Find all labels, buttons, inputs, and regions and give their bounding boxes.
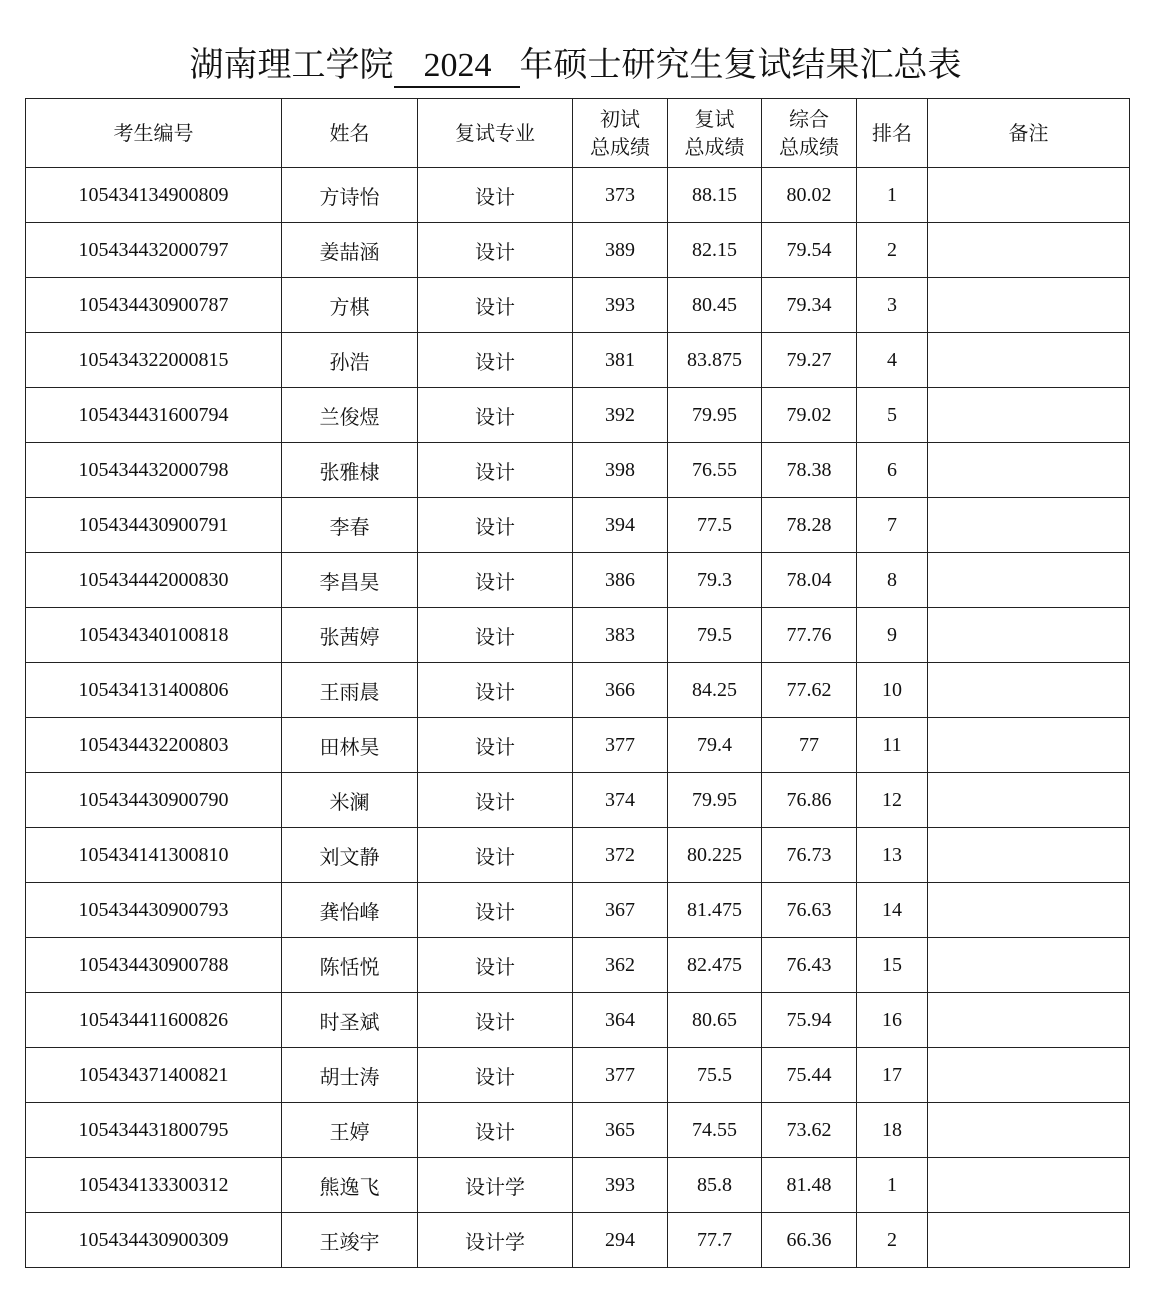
cell-rank: 6 [857,443,928,498]
cell-retest-score: 75.5 [668,1048,762,1103]
cell-retest-score: 82.475 [668,938,762,993]
cell-rank: 14 [857,883,928,938]
cell-rank: 2 [857,1213,928,1268]
cell-exam-id: 105434134900809 [26,168,282,223]
table-row [26,1048,1130,1103]
cell-retest-score: 79.95 [668,388,762,443]
cell-exam-id: 105434432000797 [26,223,282,278]
cell-retest-score: 80.45 [668,278,762,333]
cell-remark [928,333,1130,388]
cell-total-score: 78.04 [762,553,857,608]
cell-remark [928,443,1130,498]
cell-major: 设计 [418,498,573,553]
header-retest-line2: 总成绩 [684,135,745,159]
cell-exam-id: 105434431800795 [26,1103,282,1158]
cell-name: 李昌昊 [282,553,418,608]
cell-exam-id: 105434430900787 [26,278,282,333]
cell-initial-score: 362 [573,938,668,993]
header-initial-line2: 总成绩 [590,135,650,159]
table-row [26,168,1130,223]
cell-remark [928,608,1130,663]
cell-initial-score: 389 [573,223,668,278]
cell-remark [928,278,1130,333]
cell-rank: 9 [857,608,928,663]
cell-initial-score: 377 [573,1048,668,1103]
cell-major: 设计 [418,608,573,663]
cell-name: 田林昊 [282,718,418,773]
cell-major: 设计 [418,773,573,828]
cell-rank: 11 [857,718,928,773]
cell-major: 设计 [418,993,573,1048]
cell-retest-score: 83.875 [668,333,762,388]
cell-initial-score: 398 [573,443,668,498]
cell-remark [928,773,1130,828]
cell-total-score: 73.62 [762,1103,857,1158]
title-prefix: 湖南理工学院 [189,45,394,85]
cell-remark [928,663,1130,718]
cell-initial-score: 393 [573,278,668,333]
cell-retest-score: 84.25 [668,663,762,718]
cell-major: 设计 [418,553,573,608]
cell-initial-score: 366 [573,663,668,718]
cell-name: 胡士涛 [282,1048,418,1103]
cell-remark [928,1158,1130,1213]
header-initial-score [573,99,668,168]
cell-initial-score: 373 [573,168,668,223]
cell-rank: 17 [857,1048,928,1103]
cell-rank: 1 [857,1158,928,1213]
cell-initial-score: 372 [573,828,668,883]
cell-remark [928,553,1130,608]
cell-exam-id: 105434431600794 [26,388,282,443]
cell-rank: 4 [857,333,928,388]
cell-name: 李春 [282,498,418,553]
cell-total-score: 76.73 [762,828,857,883]
cell-name: 龚怡峰 [282,883,418,938]
cell-total-score: 77.76 [762,608,857,663]
cell-exam-id: 105434430900309 [26,1213,282,1268]
cell-exam-id: 105434371400821 [26,1048,282,1103]
table-row [26,388,1130,443]
cell-rank: 12 [857,773,928,828]
cell-name: 兰俊煜 [282,388,418,443]
table-row [26,883,1130,938]
table-row [26,608,1130,663]
table-body [26,168,1130,1268]
cell-name: 方诗怡 [282,168,418,223]
header-name: 姓名 [282,99,418,168]
header-remark: 备注 [928,99,1130,168]
cell-name: 熊逸飞 [282,1158,418,1213]
cell-name: 时圣斌 [282,993,418,1048]
cell-retest-score: 80.225 [668,828,762,883]
header-total-score [762,99,857,168]
cell-exam-id: 105434131400806 [26,663,282,718]
cell-remark [928,718,1130,773]
cell-total-score: 80.02 [762,168,857,223]
cell-exam-id: 105434430900790 [26,773,282,828]
cell-total-score: 76.86 [762,773,857,828]
header-rank: 排名 [857,99,928,168]
cell-remark [928,883,1130,938]
cell-initial-score: 365 [573,1103,668,1158]
cell-name: 米澜 [282,773,418,828]
cell-remark [928,498,1130,553]
cell-rank: 13 [857,828,928,883]
table-row [26,773,1130,828]
cell-major: 设计 [418,828,573,883]
cell-rank: 5 [857,388,928,443]
cell-major: 设计 [418,938,573,993]
cell-major: 设计 [418,388,573,443]
cell-name: 张雅棣 [282,443,418,498]
cell-name: 王雨晨 [282,663,418,718]
page-title [0,40,1151,90]
cell-retest-score: 77.5 [668,498,762,553]
cell-initial-score: 294 [573,1213,668,1268]
header-total-line1: 综合 [789,107,829,131]
cell-name: 王竣宇 [282,1213,418,1268]
table-row [26,663,1130,718]
cell-major: 设计 [418,278,573,333]
cell-major: 设计 [418,333,573,388]
cell-exam-id: 105434141300810 [26,828,282,883]
cell-total-score: 79.02 [762,388,857,443]
cell-remark [928,828,1130,883]
cell-total-score: 77.62 [762,663,857,718]
cell-initial-score: 393 [573,1158,668,1213]
cell-exam-id: 105434432000798 [26,443,282,498]
cell-total-score: 78.28 [762,498,857,553]
cell-major: 设计 [418,168,573,223]
cell-initial-score: 386 [573,553,668,608]
cell-retest-score: 79.5 [668,608,762,663]
cell-remark [928,168,1130,223]
cell-major: 设计 [418,883,573,938]
cell-remark [928,993,1130,1048]
cell-exam-id: 105434340100818 [26,608,282,663]
cell-initial-score: 374 [573,773,668,828]
cell-initial-score: 381 [573,333,668,388]
cell-retest-score: 80.65 [668,993,762,1048]
cell-exam-id: 105434411600826 [26,993,282,1048]
header-initial-line1: 初试 [600,107,640,131]
cell-rank: 2 [857,223,928,278]
cell-exam-id: 105434322000815 [26,333,282,388]
cell-remark [928,938,1130,993]
cell-retest-score: 77.7 [668,1213,762,1268]
cell-rank: 1 [857,168,928,223]
cell-rank: 16 [857,993,928,1048]
cell-retest-score: 79.4 [668,718,762,773]
cell-total-score: 81.48 [762,1158,857,1213]
cell-major: 设计 [418,1048,573,1103]
cell-rank: 8 [857,553,928,608]
cell-retest-score: 85.8 [668,1158,762,1213]
table-row [26,498,1130,553]
cell-exam-id: 105434133300312 [26,1158,282,1213]
cell-total-score: 79.54 [762,223,857,278]
cell-rank: 7 [857,498,928,553]
cell-major: 设计 [418,223,573,278]
header-retest-score [668,99,762,168]
cell-exam-id: 105434442000830 [26,553,282,608]
cell-name: 姜喆涵 [282,223,418,278]
table-row [26,553,1130,608]
cell-name: 孙浩 [282,333,418,388]
header-total-line2: 总成绩 [779,135,839,159]
cell-major: 设计学 [418,1213,573,1268]
cell-retest-score: 79.95 [668,773,762,828]
cell-name: 王婷 [282,1103,418,1158]
table-row [26,938,1130,993]
title-suffix: 年硕士研究生复试结果汇总表 [519,45,962,85]
cell-retest-score: 81.475 [668,883,762,938]
cell-exam-id: 105434430900793 [26,883,282,938]
cell-total-score: 76.63 [762,883,857,938]
cell-total-score: 77 [762,718,857,773]
table-row [26,1213,1130,1268]
header-major: 复试专业 [418,99,573,168]
header-retest-line1: 复试 [694,107,735,131]
cell-retest-score: 76.55 [668,443,762,498]
cell-total-score: 75.44 [762,1048,857,1103]
cell-exam-id: 105434430900791 [26,498,282,553]
table-row [26,1103,1130,1158]
cell-rank: 18 [857,1103,928,1158]
cell-retest-score: 82.15 [668,223,762,278]
cell-major: 设计 [418,443,573,498]
cell-exam-id: 105434432200803 [26,718,282,773]
cell-total-score: 79.27 [762,333,857,388]
cell-initial-score: 383 [573,608,668,663]
cell-major: 设计学 [418,1158,573,1213]
cell-name: 张茜婷 [282,608,418,663]
cell-initial-score: 367 [573,883,668,938]
cell-rank: 10 [857,663,928,718]
cell-total-score: 66.36 [762,1213,857,1268]
header-exam-id: 考生编号 [26,99,282,168]
table-header-row [26,99,1130,168]
cell-retest-score: 88.15 [668,168,762,223]
cell-total-score: 76.43 [762,938,857,993]
cell-remark [928,1213,1130,1268]
table-row [26,443,1130,498]
table-row [26,333,1130,388]
cell-initial-score: 394 [573,498,668,553]
cell-major: 设计 [418,718,573,773]
title-year: 2024 [394,46,520,88]
cell-remark [928,223,1130,278]
table-row [26,718,1130,773]
table-row [26,828,1130,883]
cell-retest-score: 79.3 [668,553,762,608]
cell-name: 刘文静 [282,828,418,883]
cell-initial-score: 392 [573,388,668,443]
table-row [26,993,1130,1048]
cell-major: 设计 [418,663,573,718]
cell-remark [928,1103,1130,1158]
cell-rank: 3 [857,278,928,333]
table-row [26,1158,1130,1213]
cell-initial-score: 377 [573,718,668,773]
table-row [26,278,1130,333]
cell-total-score: 79.34 [762,278,857,333]
table-row [26,223,1130,278]
cell-major: 设计 [418,1103,573,1158]
cell-remark [928,1048,1130,1103]
cell-total-score: 78.38 [762,443,857,498]
cell-remark [928,388,1130,443]
cell-total-score: 75.94 [762,993,857,1048]
cell-exam-id: 105434430900788 [26,938,282,993]
results-table [25,98,1130,1268]
cell-name: 陈恬悦 [282,938,418,993]
cell-retest-score: 74.55 [668,1103,762,1158]
cell-rank: 15 [857,938,928,993]
cell-name: 方棋 [282,278,418,333]
cell-initial-score: 364 [573,993,668,1048]
